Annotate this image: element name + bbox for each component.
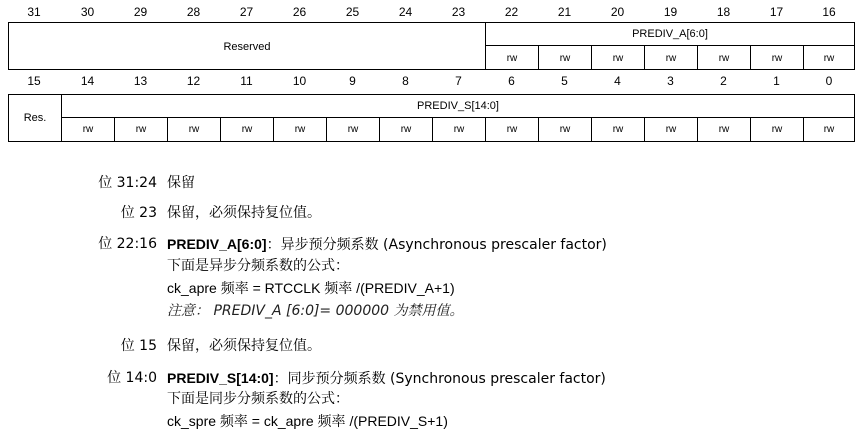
bit-number: 13 [133,74,148,88]
bit-number: 17 [769,5,784,19]
access-rw: rw [220,117,273,142]
access-rw: rw [61,117,114,142]
bit-number: 16 [822,5,836,19]
access-rw: rw [114,117,167,142]
bit-number: 15 [27,74,41,88]
access-rw: rw [750,117,803,142]
formula-intro [0,388,857,410]
access-rw: rw [750,45,803,70]
field-note [0,300,857,322]
bit-number: 29 [133,5,148,19]
access-rw: rw [697,45,750,70]
prediv-s-field: PREDIV_S[14:0] [61,94,855,117]
bit-number: 7 [455,74,462,88]
bit-number: 12 [186,74,201,88]
access-rw: rw [697,117,750,142]
field-text: ck_spre 频率 = ck_apre 频率 /(PREDIV_S+1) [167,413,448,429]
formula [0,410,857,432]
bit-number: 24 [398,5,413,19]
access-rw: rw [432,117,485,142]
formula-intro [0,255,857,277]
field-colon: ： [273,371,288,387]
bit-number: 9 [349,74,356,88]
field-text [167,367,606,390]
field-text: 下面是异步分频系数的公式： [167,258,349,274]
access-rw: rw [326,117,379,142]
bit-number: 6 [508,74,515,88]
field-text [167,233,607,256]
access-rw: rw [644,117,697,142]
bit-number: 5 [561,74,568,88]
access-rw: rw [379,117,432,142]
field-desc-31-24 [0,172,857,194]
field-text: 下面是同步分频系数的公式： [167,391,349,407]
field-name: PREDIV_A[6:0] [167,236,267,252]
bit-number: 14 [80,74,95,88]
bit-number: 28 [186,5,201,19]
field-name: PREDIV_S[14:0] [167,370,274,386]
bit-number: 30 [80,5,95,19]
field-text: ck_apre 频率 = RTCCLK 频率 /(PREDIV_A+1) [167,280,455,296]
bit-number: 31 [27,5,41,19]
field-colon: ： [266,237,281,253]
field-title: 异步预分频系数 (Asynchronous prescaler factor) [280,237,607,253]
access-rw: rw [538,117,591,142]
res-field: Res. [8,94,61,142]
note-text: 注意： PREDIV_A [6:0]= 000000 为禁用值。 [167,303,464,319]
bit-number: 1 [773,74,780,88]
bit-number: 25 [345,5,360,19]
field-desc-22-16 [0,233,857,255]
reserved-field: Reserved [8,22,485,70]
field-title: 同步预分频系数 (Synchronous prescaler factor) [287,371,606,387]
field-desc-14-0 [0,367,857,389]
access-rw: rw [167,117,220,142]
access-rw: rw [591,117,644,142]
bit-number: 4 [614,74,621,88]
bit-number: 20 [610,5,625,19]
access-rw: rw [803,117,855,142]
bit-number: 18 [716,5,731,19]
bit-number: 11 [240,74,253,88]
bit-range: 位 23 [120,205,157,221]
field-text: 保留，必须保持复位值。 [167,205,321,221]
bit-number: 22 [504,5,519,19]
bit-number: 23 [451,5,466,19]
access-rw: rw [485,117,538,142]
formula [0,277,857,299]
bit-range: 位 14:0 [107,370,157,386]
access-rw: rw [803,45,855,70]
bit-number: 21 [557,5,572,19]
bit-number: 3 [667,74,674,88]
prediv-a-field: PREDIV_A[6:0] [485,22,855,45]
access-rw: rw [273,117,326,142]
bit-number: 8 [402,74,409,88]
access-rw: rw [538,45,591,70]
bit-range: 位 15 [120,338,157,354]
access-rw: rw [485,45,538,70]
upper-row-bottom-border [8,69,855,70]
bit-number: 26 [292,5,307,19]
bit-number: 10 [292,74,307,88]
bit-number: 2 [720,74,727,88]
bit-range: 位 22:16 [98,236,157,252]
register-bitfield-table [0,0,857,150]
field-text: 保留 [167,175,195,191]
field-desc-15 [0,335,857,357]
field-desc-23 [0,202,857,224]
access-rw: rw [591,45,644,70]
bit-range: 位 31:24 [98,175,157,191]
bit-number: 19 [663,5,678,19]
access-rw: rw [644,45,697,70]
bit-number: 0 [825,74,833,88]
bit-number: 27 [239,5,254,19]
field-text: 保留，必须保持复位值。 [167,338,321,354]
